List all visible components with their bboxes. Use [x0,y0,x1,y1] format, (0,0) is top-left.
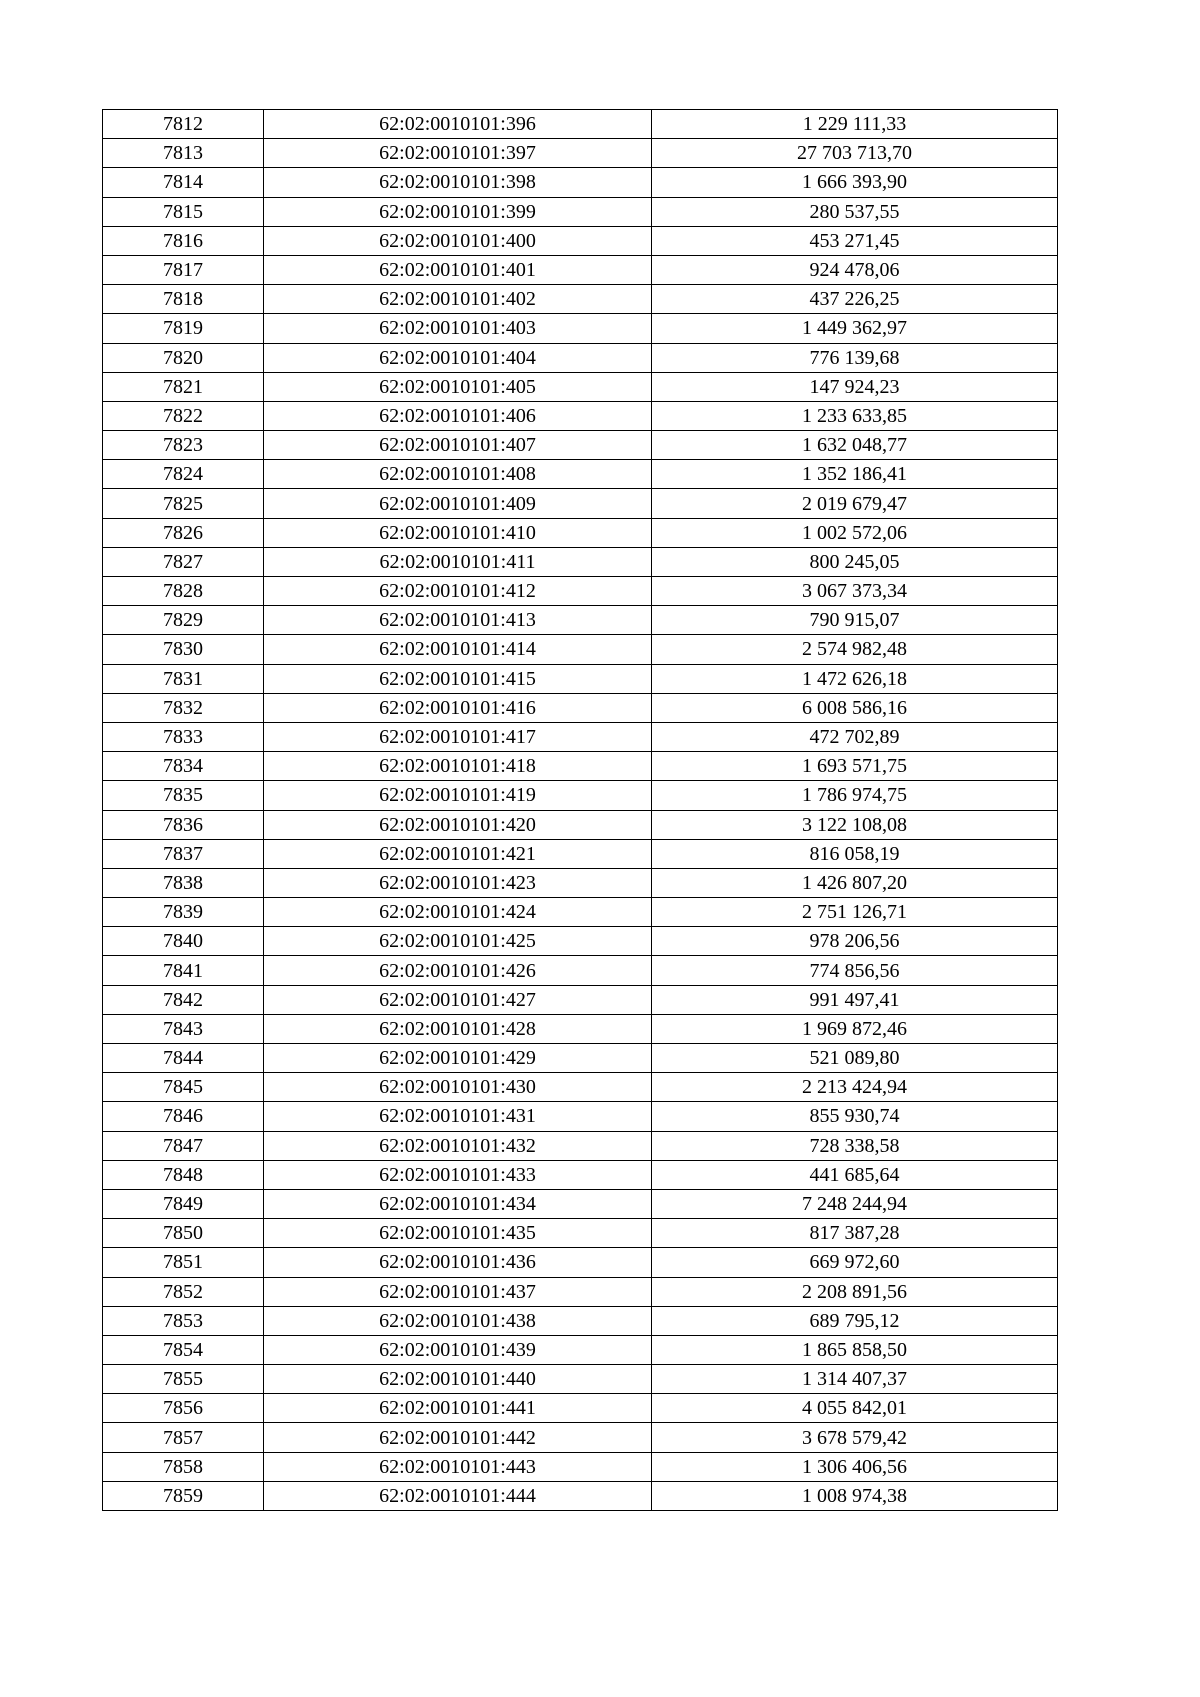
row-number-cell: 7855 [103,1365,264,1394]
cadastral-value-cell: 6 008 586,16 [652,693,1058,722]
table-row [103,1481,1058,1510]
table-row [103,898,1058,927]
table-row [103,1248,1058,1277]
cadastral-number-cell: 62:02:0010101:412 [264,577,652,606]
cadastral-number-cell: 62:02:0010101:424 [264,898,652,927]
row-number-cell: 7848 [103,1160,264,1189]
row-number-cell: 7846 [103,1102,264,1131]
table-row [103,1073,1058,1102]
row-number-cell: 7854 [103,1335,264,1364]
cadastral-number-cell: 62:02:0010101:411 [264,547,652,576]
row-number-cell: 7849 [103,1189,264,1218]
table-row [103,927,1058,956]
row-number-cell: 7840 [103,927,264,956]
cadastral-value-cell: 855 930,74 [652,1102,1058,1131]
cadastral-number-cell: 62:02:0010101:401 [264,255,652,284]
cadastral-value-cell: 3 122 108,08 [652,810,1058,839]
row-number-cell: 7819 [103,314,264,343]
table-body [103,110,1058,1511]
cadastral-value-cell: 1 472 626,18 [652,664,1058,693]
cadastral-number-cell: 62:02:0010101:415 [264,664,652,693]
cadastral-value-cell: 1 426 807,20 [652,868,1058,897]
row-number-cell: 7839 [103,898,264,927]
cadastral-number-cell: 62:02:0010101:417 [264,722,652,751]
cadastral-number-cell: 62:02:0010101:442 [264,1423,652,1452]
row-number-cell: 7851 [103,1248,264,1277]
table-row [103,1044,1058,1073]
cadastral-number-cell: 62:02:0010101:410 [264,518,652,547]
cadastral-value-cell: 978 206,56 [652,927,1058,956]
cadastral-value-cell: 4 055 842,01 [652,1394,1058,1423]
table-row [103,839,1058,868]
cadastral-value-cell: 728 338,58 [652,1131,1058,1160]
cadastral-value-cell: 689 795,12 [652,1306,1058,1335]
cadastral-number-cell: 62:02:0010101:438 [264,1306,652,1335]
cadastral-value-cell: 1 449 362,97 [652,314,1058,343]
row-number-cell: 7832 [103,693,264,722]
table-row [103,606,1058,635]
cadastral-number-cell: 62:02:0010101:414 [264,635,652,664]
table-row [103,518,1058,547]
cadastral-number-cell: 62:02:0010101:409 [264,489,652,518]
table-row [103,985,1058,1014]
cadastral-value-cell: 790 915,07 [652,606,1058,635]
row-number-cell: 7822 [103,401,264,430]
cadastral-value-cell: 1 306 406,56 [652,1452,1058,1481]
table-row [103,372,1058,401]
cadastral-value-cell: 437 226,25 [652,285,1058,314]
table-row [103,693,1058,722]
cadastral-value-cell: 2 751 126,71 [652,898,1058,927]
row-number-cell: 7818 [103,285,264,314]
row-number-cell: 7830 [103,635,264,664]
cadastral-value-cell: 1 008 974,38 [652,1481,1058,1510]
cadastral-number-cell: 62:02:0010101:421 [264,839,652,868]
table-row [103,1394,1058,1423]
cadastral-number-cell: 62:02:0010101:432 [264,1131,652,1160]
cadastral-value-cell: 3 067 373,34 [652,577,1058,606]
table-row [103,547,1058,576]
row-number-cell: 7856 [103,1394,264,1423]
row-number-cell: 7852 [103,1277,264,1306]
cadastral-number-cell: 62:02:0010101:431 [264,1102,652,1131]
row-number-cell: 7838 [103,868,264,897]
cadastral-number-cell: 62:02:0010101:406 [264,401,652,430]
row-number-cell: 7813 [103,139,264,168]
cadastral-number-cell: 62:02:0010101:396 [264,110,652,139]
cadastral-value-cell: 441 685,64 [652,1160,1058,1189]
row-number-cell: 7843 [103,1014,264,1043]
cadastral-value-cell: 991 497,41 [652,985,1058,1014]
row-number-cell: 7820 [103,343,264,372]
cadastral-value-cell: 1 002 572,06 [652,518,1058,547]
cadastral-value-cell: 776 139,68 [652,343,1058,372]
table-row [103,1131,1058,1160]
cadastral-number-cell: 62:02:0010101:397 [264,139,652,168]
row-number-cell: 7853 [103,1306,264,1335]
cadastral-number-cell: 62:02:0010101:416 [264,693,652,722]
cadastral-value-cell: 1 233 633,85 [652,401,1058,430]
cadastral-number-cell: 62:02:0010101:407 [264,431,652,460]
row-number-cell: 7834 [103,752,264,781]
cadastral-number-cell: 62:02:0010101:423 [264,868,652,897]
cadastral-number-cell: 62:02:0010101:400 [264,226,652,255]
table-row [103,810,1058,839]
row-number-cell: 7823 [103,431,264,460]
cadastral-value-cell: 521 089,80 [652,1044,1058,1073]
row-number-cell: 7827 [103,547,264,576]
cadastral-number-cell: 62:02:0010101:428 [264,1014,652,1043]
cadastral-value-cell: 1 969 872,46 [652,1014,1058,1043]
cadastral-number-cell: 62:02:0010101:402 [264,285,652,314]
row-number-cell: 7844 [103,1044,264,1073]
cadastral-value-cell: 774 856,56 [652,956,1058,985]
cadastral-value-cell: 816 058,19 [652,839,1058,868]
row-number-cell: 7850 [103,1219,264,1248]
cadastral-number-cell: 62:02:0010101:399 [264,197,652,226]
row-number-cell: 7847 [103,1131,264,1160]
row-number-cell: 7817 [103,255,264,284]
table-row [103,722,1058,751]
row-number-cell: 7826 [103,518,264,547]
cadastral-value-cell: 7 248 244,94 [652,1189,1058,1218]
cadastral-value-cell: 2 574 982,48 [652,635,1058,664]
table-row [103,1335,1058,1364]
cadastral-value-cell: 472 702,89 [652,722,1058,751]
cadastral-number-cell: 62:02:0010101:434 [264,1189,652,1218]
row-number-cell: 7828 [103,577,264,606]
table-row [103,431,1058,460]
row-number-cell: 7836 [103,810,264,839]
cadastral-number-cell: 62:02:0010101:404 [264,343,652,372]
cadastral-number-cell: 62:02:0010101:427 [264,985,652,1014]
cadastral-number-cell: 62:02:0010101:435 [264,1219,652,1248]
table-row [103,226,1058,255]
cadastral-number-cell: 62:02:0010101:441 [264,1394,652,1423]
row-number-cell: 7815 [103,197,264,226]
cadastral-value-cell: 1 786 974,75 [652,781,1058,810]
cadastral-number-cell: 62:02:0010101:433 [264,1160,652,1189]
cadastral-value-cell: 147 924,23 [652,372,1058,401]
table-row [103,1423,1058,1452]
table-row [103,343,1058,372]
row-number-cell: 7825 [103,489,264,518]
table-row [103,489,1058,518]
cadastral-value-cell: 3 678 579,42 [652,1423,1058,1452]
table-row [103,1189,1058,1218]
table-row [103,1277,1058,1306]
cadastral-value-cell: 1 352 186,41 [652,460,1058,489]
row-number-cell: 7845 [103,1073,264,1102]
table-row [103,1452,1058,1481]
table-row [103,956,1058,985]
cadastral-number-cell: 62:02:0010101:429 [264,1044,652,1073]
cadastral-number-cell: 62:02:0010101:425 [264,927,652,956]
row-number-cell: 7859 [103,1481,264,1510]
cadastral-value-cell: 27 703 713,70 [652,139,1058,168]
table-row [103,1160,1058,1189]
cadastral-value-cell: 800 245,05 [652,547,1058,576]
table-row [103,781,1058,810]
table-row [103,314,1058,343]
table-row [103,752,1058,781]
cadastral-value-cell: 924 478,06 [652,255,1058,284]
cadastral-number-cell: 62:02:0010101:426 [264,956,652,985]
table-row [103,1102,1058,1131]
row-number-cell: 7837 [103,839,264,868]
cadastral-number-cell: 62:02:0010101:437 [264,1277,652,1306]
row-number-cell: 7829 [103,606,264,635]
row-number-cell: 7833 [103,722,264,751]
table-row [103,197,1058,226]
cadastral-value-cell: 1 865 858,50 [652,1335,1058,1364]
cadastral-number-cell: 62:02:0010101:403 [264,314,652,343]
table-row [103,635,1058,664]
cadastral-number-cell: 62:02:0010101:418 [264,752,652,781]
table-row [103,255,1058,284]
cadastral-value-cell: 1 632 048,77 [652,431,1058,460]
cadastral-value-cell: 280 537,55 [652,197,1058,226]
row-number-cell: 7842 [103,985,264,1014]
cadastral-number-cell: 62:02:0010101:420 [264,810,652,839]
table-row [103,1365,1058,1394]
cadastral-number-cell: 62:02:0010101:439 [264,1335,652,1364]
row-number-cell: 7816 [103,226,264,255]
cadastral-number-cell: 62:02:0010101:405 [264,372,652,401]
cadastral-value-cell: 1 666 393,90 [652,168,1058,197]
row-number-cell: 7841 [103,956,264,985]
row-number-cell: 7857 [103,1423,264,1452]
row-number-cell: 7814 [103,168,264,197]
cadastral-number-cell: 62:02:0010101:408 [264,460,652,489]
cadastral-value-cell: 2 208 891,56 [652,1277,1058,1306]
table-row [103,110,1058,139]
row-number-cell: 7812 [103,110,264,139]
cadastral-value-cell: 2 213 424,94 [652,1073,1058,1102]
row-number-cell: 7858 [103,1452,264,1481]
cadastral-number-cell: 62:02:0010101:419 [264,781,652,810]
cadastral-number-cell: 62:02:0010101:440 [264,1365,652,1394]
table-row [103,1219,1058,1248]
cadastral-value-cell: 453 271,45 [652,226,1058,255]
table-row [103,168,1058,197]
cadastral-number-cell: 62:02:0010101:430 [264,1073,652,1102]
cadastral-value-cell: 1 229 111,33 [652,110,1058,139]
row-number-cell: 7831 [103,664,264,693]
cadastral-value-table [102,109,1058,1511]
cadastral-number-cell: 62:02:0010101:398 [264,168,652,197]
cadastral-number-cell: 62:02:0010101:444 [264,1481,652,1510]
table-row [103,664,1058,693]
table-row [103,139,1058,168]
row-number-cell: 7821 [103,372,264,401]
cadastral-number-cell: 62:02:0010101:443 [264,1452,652,1481]
cadastral-number-cell: 62:02:0010101:413 [264,606,652,635]
cadastral-value-cell: 817 387,28 [652,1219,1058,1248]
cadastral-value-cell: 1 314 407,37 [652,1365,1058,1394]
table-row [103,460,1058,489]
table-row [103,577,1058,606]
row-number-cell: 7824 [103,460,264,489]
table-row [103,285,1058,314]
cadastral-value-cell: 1 693 571,75 [652,752,1058,781]
table-row [103,868,1058,897]
cadastral-number-cell: 62:02:0010101:436 [264,1248,652,1277]
table-row [103,1014,1058,1043]
table-row [103,1306,1058,1335]
cadastral-value-cell: 2 019 679,47 [652,489,1058,518]
row-number-cell: 7835 [103,781,264,810]
cadastral-value-cell: 669 972,60 [652,1248,1058,1277]
table-row [103,401,1058,430]
